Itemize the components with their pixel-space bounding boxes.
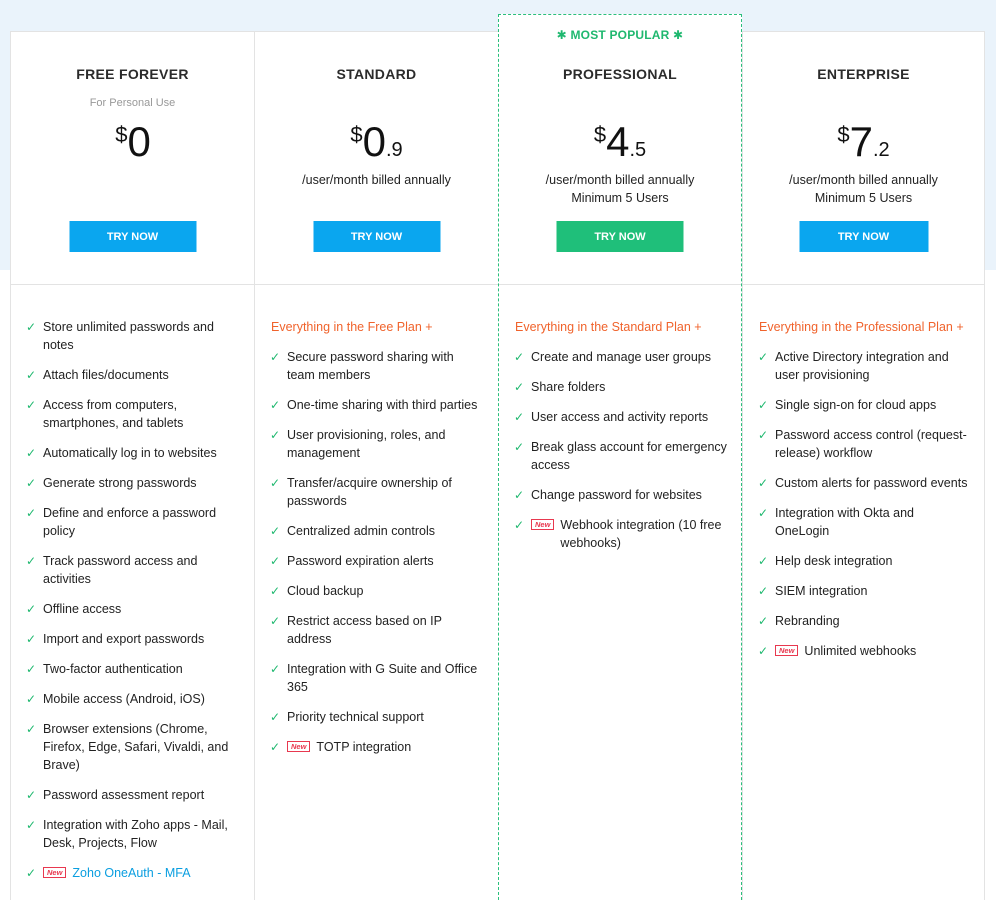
feature-text: Active Directory integration and user provisioning bbox=[775, 350, 949, 382]
plan-price bbox=[255, 118, 498, 166]
feature-text: Integration with Zoho apps - Mail, Desk, Projects, Flow bbox=[43, 818, 228, 850]
price-whole: 0 bbox=[362, 118, 385, 165]
plan-price bbox=[499, 118, 741, 166]
feature-text: Unlimited webhooks bbox=[804, 644, 917, 658]
feature-item bbox=[25, 600, 240, 618]
check-icon: ✓ bbox=[26, 506, 37, 520]
feature-item bbox=[269, 474, 484, 510]
feature-item bbox=[757, 426, 970, 462]
feature-item bbox=[25, 366, 240, 384]
feature-text: Break glass account for emergency access bbox=[531, 440, 727, 472]
feature-item bbox=[25, 690, 240, 708]
feature-item bbox=[25, 552, 240, 588]
feature-text: Track password access and activities bbox=[43, 554, 198, 586]
billing-period: /user/month billed annually bbox=[302, 173, 451, 187]
check-icon: ✓ bbox=[270, 740, 281, 754]
feature-item bbox=[25, 396, 240, 432]
billing-info bbox=[499, 171, 741, 207]
feature-item bbox=[25, 504, 240, 540]
new-badge-icon: New bbox=[775, 645, 798, 656]
check-icon: ✓ bbox=[270, 524, 281, 538]
feature-item bbox=[269, 708, 484, 726]
plan-price bbox=[11, 118, 254, 166]
feature-text: Access from computers, smartphones, and tablets bbox=[43, 398, 184, 430]
plan-name: FREE FOREVER bbox=[76, 66, 189, 82]
check-icon: ✓ bbox=[758, 506, 769, 520]
feature-text: Restrict access based on IP address bbox=[287, 614, 442, 646]
feature-item bbox=[757, 582, 970, 600]
feature-text: Secure password sharing with team members bbox=[287, 350, 454, 382]
check-icon: ✓ bbox=[26, 692, 37, 706]
feature-item bbox=[757, 612, 970, 630]
plan-header bbox=[499, 15, 741, 285]
feature-text: Password access control (request-release) workflow bbox=[775, 428, 967, 460]
check-icon: ✓ bbox=[26, 320, 37, 334]
check-icon: ✓ bbox=[758, 554, 769, 568]
plan-name: STANDARD bbox=[336, 66, 417, 82]
price-whole: 4 bbox=[606, 118, 629, 165]
check-icon: ✓ bbox=[26, 788, 37, 802]
check-icon: ✓ bbox=[26, 818, 37, 832]
feature-item bbox=[25, 318, 240, 354]
feature-text: Integration with G Suite and Office 365 bbox=[287, 662, 478, 694]
check-icon: ✓ bbox=[26, 602, 37, 616]
check-icon: ✓ bbox=[26, 368, 37, 382]
feature-text: Custom alerts for password events bbox=[775, 476, 968, 490]
price-currency: $ bbox=[350, 122, 363, 147]
feature-list bbox=[255, 285, 498, 756]
billing-period: /user/month billed annually bbox=[545, 173, 695, 187]
check-icon: ✓ bbox=[270, 554, 281, 568]
plan-header bbox=[11, 32, 254, 285]
check-icon: ✓ bbox=[26, 398, 37, 412]
check-icon: ✓ bbox=[758, 614, 769, 628]
feature-item bbox=[269, 426, 484, 462]
feature-list bbox=[11, 285, 254, 882]
check-icon: ✓ bbox=[270, 662, 281, 676]
check-icon: ✓ bbox=[758, 350, 769, 364]
feature-item bbox=[269, 522, 484, 540]
feature-item bbox=[25, 816, 240, 852]
feature-item bbox=[513, 378, 727, 396]
check-icon: ✓ bbox=[26, 722, 37, 736]
minimum-users: Minimum 5 Users bbox=[571, 191, 669, 205]
feature-list bbox=[743, 285, 984, 660]
feature-item bbox=[25, 474, 240, 492]
feature-item-new bbox=[757, 642, 970, 660]
feature-item bbox=[757, 348, 970, 384]
price-decimal: .2 bbox=[872, 139, 890, 161]
new-badge-icon: New bbox=[531, 519, 554, 530]
feature-item bbox=[757, 504, 970, 540]
feature-text: User provisioning, roles, and management bbox=[287, 428, 446, 460]
check-icon: ✓ bbox=[758, 398, 769, 412]
check-icon: ✓ bbox=[514, 440, 525, 454]
feature-text: Password expiration alerts bbox=[287, 554, 434, 568]
feature-item bbox=[25, 786, 240, 804]
feature-text: SIEM integration bbox=[775, 584, 868, 598]
feature-text: TOTP integration bbox=[316, 740, 412, 754]
try-now-button[interactable]: TRY NOW bbox=[799, 221, 928, 252]
check-icon: ✓ bbox=[26, 662, 37, 676]
feature-text: Single sign-on for cloud apps bbox=[775, 398, 937, 412]
price-decimal: .5 bbox=[629, 139, 647, 161]
check-icon: ✓ bbox=[270, 584, 281, 598]
plan-price bbox=[743, 118, 984, 166]
check-icon: ✓ bbox=[758, 644, 769, 658]
feature-item bbox=[269, 660, 484, 696]
most-popular-label: ✱ MOST POPULAR ✱ bbox=[556, 28, 684, 42]
feature-item bbox=[25, 444, 240, 462]
feature-item bbox=[513, 438, 727, 474]
feature-text: Store unlimited passwords and notes bbox=[43, 320, 214, 352]
new-badge-icon: New bbox=[43, 867, 66, 878]
plan-subtitle: For Personal Use bbox=[89, 97, 176, 109]
check-icon: ✓ bbox=[26, 866, 37, 880]
feature-item bbox=[513, 408, 727, 426]
minimum-users: Minimum 5 Users bbox=[814, 191, 913, 205]
plan-name: ENTERPRISE bbox=[817, 66, 910, 82]
feature-text: Webhook integration (10 free webhooks) bbox=[560, 518, 722, 550]
plan-header bbox=[743, 32, 984, 285]
plan-standard bbox=[254, 31, 498, 900]
feature-text: Import and export passwords bbox=[43, 632, 205, 646]
feature-text: Create and manage user groups bbox=[531, 350, 711, 364]
feature-text: Attach files/documents bbox=[43, 368, 169, 382]
feature-text: Priority technical support bbox=[287, 710, 424, 724]
price-whole: 0 bbox=[127, 118, 150, 165]
check-icon: ✓ bbox=[514, 410, 525, 424]
check-icon: ✓ bbox=[758, 428, 769, 442]
pricing-plans bbox=[10, 28, 985, 900]
try-now-button[interactable]: TRY NOW bbox=[557, 221, 684, 252]
feature-item bbox=[513, 486, 727, 504]
price-currency: $ bbox=[593, 122, 607, 147]
feature-text: Generate strong passwords bbox=[43, 476, 197, 490]
feature-text: Two-factor authentication bbox=[43, 662, 183, 676]
price-whole: 7 bbox=[849, 118, 872, 165]
billing-info bbox=[255, 171, 498, 189]
check-icon: ✓ bbox=[270, 614, 281, 628]
check-icon: ✓ bbox=[26, 632, 37, 646]
feature-text: Automatically log in to websites bbox=[43, 446, 217, 460]
includes-previous-plan: Everything in the Professional Plan + bbox=[759, 320, 964, 334]
feature-item-new bbox=[269, 738, 484, 756]
feature-text: Change password for websites bbox=[531, 488, 702, 502]
check-icon: ✓ bbox=[270, 710, 281, 724]
check-icon: ✓ bbox=[758, 584, 769, 598]
feature-text: Cloud backup bbox=[287, 584, 364, 598]
check-icon: ✓ bbox=[270, 398, 281, 412]
feature-text: Rebranding bbox=[775, 614, 840, 628]
feature-item bbox=[757, 552, 970, 570]
feature-text: Browser extensions (Chrome, Firefox, Edge, Safari, Vivaldi, and Brave) bbox=[43, 722, 229, 772]
feature-text: One-time sharing with third parties bbox=[287, 398, 478, 412]
feature-item bbox=[269, 552, 484, 570]
check-icon: ✓ bbox=[514, 380, 525, 394]
feature-item bbox=[269, 612, 484, 648]
feature-item bbox=[757, 474, 970, 492]
feature-text: Help desk integration bbox=[775, 554, 893, 568]
check-icon: ✓ bbox=[270, 476, 281, 490]
feature-item bbox=[25, 660, 240, 678]
feature-text: Integration with Okta and OneLogin bbox=[775, 506, 914, 538]
feature-text: Share folders bbox=[531, 380, 606, 394]
check-icon: ✓ bbox=[758, 476, 769, 490]
new-badge-icon: New bbox=[287, 741, 310, 752]
includes-previous-plan: Everything in the Standard Plan + bbox=[515, 320, 702, 334]
feature-item-new bbox=[513, 516, 727, 552]
feature-text: User access and activity reports bbox=[531, 410, 709, 424]
feature-item-new[interactable] bbox=[25, 864, 240, 882]
includes-previous-plan: Everything in the Free Plan + bbox=[271, 320, 433, 334]
price-currency: $ bbox=[115, 122, 128, 147]
billing-period: /user/month billed annually bbox=[789, 173, 938, 187]
feature-text: Mobile access (Android, iOS) bbox=[43, 692, 205, 706]
feature-item bbox=[513, 348, 727, 366]
feature-text: Offline access bbox=[43, 602, 122, 616]
feature-text: Transfer/acquire ownership of passwords bbox=[287, 476, 452, 508]
feature-item bbox=[269, 396, 484, 414]
feature-item bbox=[269, 582, 484, 600]
feature-text: Centralized admin controls bbox=[287, 524, 435, 538]
check-icon: ✓ bbox=[514, 488, 525, 502]
try-now-button[interactable]: TRY NOW bbox=[69, 221, 196, 252]
feature-text: Password assessment report bbox=[43, 788, 205, 802]
plan-enterprise bbox=[742, 31, 985, 900]
feature-list bbox=[499, 285, 741, 552]
check-icon: ✓ bbox=[270, 350, 281, 364]
plan-header bbox=[255, 32, 498, 285]
check-icon: ✓ bbox=[26, 554, 37, 568]
plan-professional bbox=[498, 14, 742, 900]
check-icon: ✓ bbox=[514, 518, 525, 532]
price-decimal: .9 bbox=[385, 139, 403, 161]
plan-free-forever bbox=[10, 31, 254, 900]
billing-info bbox=[743, 171, 984, 207]
check-icon: ✓ bbox=[26, 446, 37, 460]
check-icon: ✓ bbox=[514, 350, 525, 364]
plan-name: PROFESSIONAL bbox=[562, 66, 678, 82]
feature-link[interactable]: Zoho OneAuth - MFA bbox=[72, 866, 191, 880]
feature-item bbox=[269, 348, 484, 384]
check-icon: ✓ bbox=[26, 476, 37, 490]
try-now-button[interactable]: TRY NOW bbox=[313, 221, 440, 252]
price-currency: $ bbox=[837, 122, 850, 147]
feature-item bbox=[757, 396, 970, 414]
feature-item bbox=[25, 720, 240, 774]
feature-item bbox=[25, 630, 240, 648]
check-icon: ✓ bbox=[270, 428, 281, 442]
feature-text: Define and enforce a password policy bbox=[43, 506, 217, 538]
